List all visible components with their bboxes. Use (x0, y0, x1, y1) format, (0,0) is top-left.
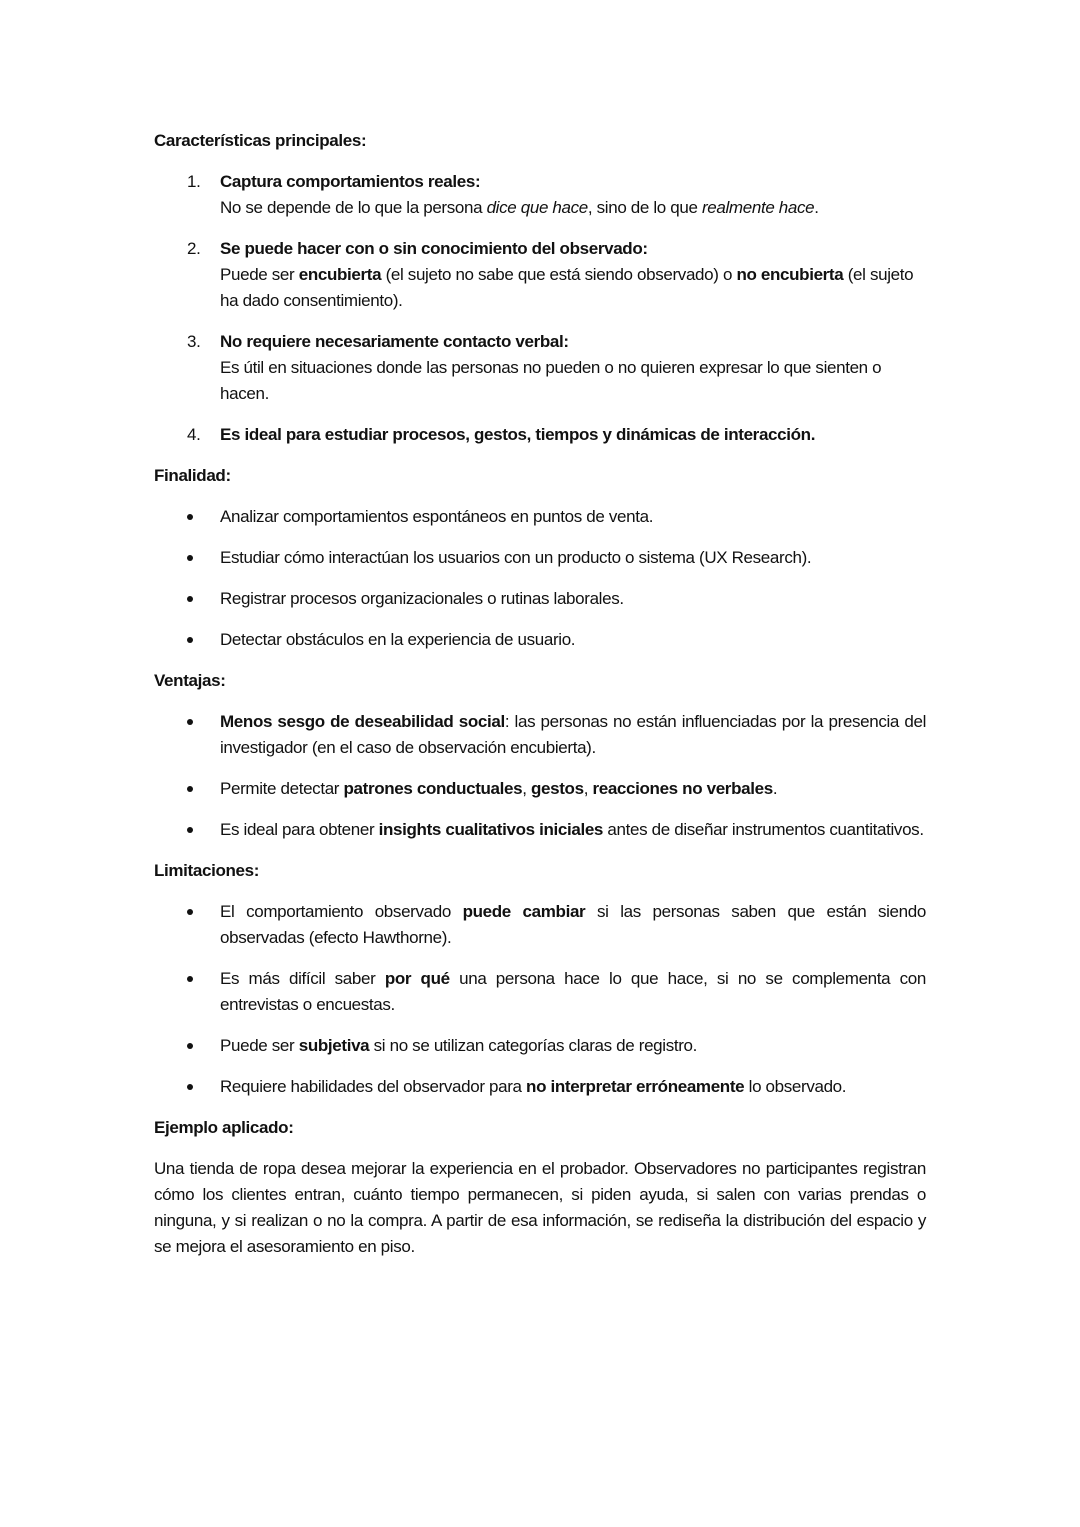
list-item: Registrar procesos organizacionales o rutinas laborales. (154, 586, 926, 612)
list-item (154, 422, 926, 448)
bullet-icon (187, 637, 193, 643)
bullet-icon (187, 719, 193, 725)
item-number: 4. (187, 425, 201, 444)
item-text: Puede ser encubierta (el sujeto no sabe que está siendo observado) o no encubierta (el sujeto ha dado consentimiento). (220, 265, 914, 310)
item-title: No requiere necesariamente contacto verbal: (220, 332, 569, 351)
heading-ejemplo: Ejemplo aplicado: (154, 1118, 294, 1137)
bullet-icon (187, 596, 193, 602)
bullet-icon (187, 555, 193, 561)
heading-limitaciones: Limitaciones: (154, 861, 260, 880)
bullet-icon (187, 1043, 193, 1049)
limitaciones-list (154, 899, 926, 1100)
finalidad-list (154, 504, 926, 653)
bullet-icon (187, 827, 193, 833)
bullet-icon (187, 514, 193, 520)
document-page (154, 128, 926, 1260)
heading-finalidad: Finalidad: (154, 466, 231, 485)
list-item (154, 329, 926, 407)
list-item: Estudiar cómo interactúan los usuarios con un producto o sistema (UX Research). (154, 545, 926, 571)
list-item (154, 169, 926, 221)
heading-caracteristicas: Características principales: (154, 131, 367, 150)
ventajas-list (154, 709, 926, 843)
list-item: Detectar obstáculos en la experiencia de usuario. (154, 627, 926, 653)
item-title: Es ideal para estudiar procesos, gestos, tiempos y dinámicas de interacción. (220, 425, 816, 444)
list-item: Requiere habilidades del observador para no interpretar erróneamente lo observado. (154, 1074, 926, 1100)
item-number: 3. (187, 332, 201, 351)
item-title: Se puede hacer con o sin conocimiento del observado: (220, 239, 648, 258)
list-item (154, 236, 926, 314)
bullet-icon (187, 976, 193, 982)
item-title: Captura comportamientos reales: (220, 172, 481, 191)
list-item: Menos sesgo de deseabilidad social: las personas no están influenciadas por la presencia del investigador (en el caso de observación encubierta). (154, 709, 926, 761)
caracteristicas-list (154, 169, 926, 448)
bullet-icon (187, 909, 193, 915)
list-item: Analizar comportamientos espontáneos en puntos de venta. (154, 504, 926, 530)
list-item: Es más difícil saber por qué una persona hace lo que hace, si no se complementa con entrevistas o encuestas. (154, 966, 926, 1018)
list-item: Permite detectar patrones conductuales, gestos, reacciones no verbales. (154, 776, 926, 802)
list-item: Es ideal para obtener insights cualitativos iniciales antes de diseñar instrumentos cuantitativos. (154, 817, 926, 843)
bullet-icon (187, 786, 193, 792)
item-text: No se depende de lo que la persona dice que hace, sino de lo que realmente hace. (220, 198, 819, 217)
list-item: El comportamiento observado puede cambiar si las personas saben que están siendo observadas (efecto Hawthorne). (154, 899, 926, 951)
list-item: Puede ser subjetiva si no se utilizan categorías claras de registro. (154, 1033, 926, 1059)
item-number: 2. (187, 239, 201, 258)
bullet-icon (187, 1084, 193, 1090)
ejemplo-paragraph: Una tienda de ropa desea mejorar la experiencia en el probador. Observadores no participantes registran cómo los clientes entran, cuánto tiempo permanecen, si piden ayuda, si salen con varias prendas o ninguna, y si realizan o no la compra. A partir de esa información, se rediseña la distribución del espacio y se mejora el asesoramiento en piso. (154, 1159, 926, 1256)
item-number: 1. (187, 172, 201, 191)
heading-ventajas: Ventajas: (154, 671, 226, 690)
item-text: Es útil en situaciones donde las personas no pueden o no quieren expresar lo que sienten o hacen. (220, 358, 882, 403)
